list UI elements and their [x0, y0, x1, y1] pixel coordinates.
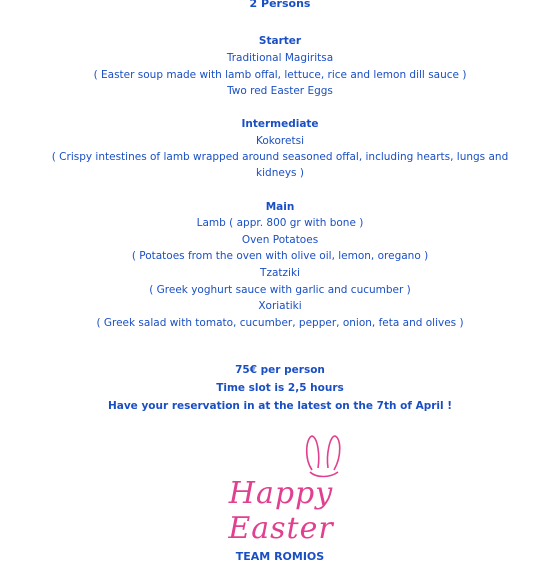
starter-item-magiritsa: Traditional Magiritsa	[226, 52, 334, 64]
main-item-tzatziki-description: ( Greek yoghurt sauce with garlic and cucumber )	[149, 284, 411, 296]
intermediate-heading: Intermediate	[241, 118, 319, 130]
starter-item-magiritsa-description: ( Easter soup made with lamb offal, lettuce, rice and lemon dill sauce )	[93, 69, 467, 81]
intermediate-item-kokoretsi-description-cont: kidneys )	[256, 167, 304, 179]
main-item-xoriatiki: Xoriatiki	[258, 300, 302, 312]
main-item-potatoes-description: ( Potatoes from the oven with olive oil, lemon, oregano )	[131, 250, 429, 262]
time-slot-text: Time slot is 2,5 hours	[216, 382, 344, 394]
main-item-potatoes: Oven Potatoes	[241, 234, 319, 246]
intermediate-item-kokoretsi-description: ( Crispy intestines of lamb wrapped around seasoned offal, including hearts, lungs and	[51, 151, 509, 163]
intermediate-item-kokoretsi: Kokoretsi	[256, 135, 304, 147]
happy-easter-greeting: Happy Easter	[228, 476, 334, 546]
team-signature: TEAM ROMIOS	[235, 550, 325, 563]
starter-heading: Starter	[258, 35, 302, 47]
starter-item-eggs: Two red Easter Eggs	[227, 85, 333, 97]
reservation-text: Have your reservation in at the latest on the 7th of April !	[107, 400, 453, 412]
persons-heading: 2 Persons	[249, 0, 311, 10]
main-heading: Main	[265, 201, 295, 213]
price-text: 75€ per person	[235, 364, 325, 376]
main-item-tzatziki: Tzatziki	[260, 267, 300, 279]
main-item-lamb: Lamb ( appr. 800 gr with bone )	[196, 217, 364, 229]
main-item-xoriatiki-description: ( Greek salad with tomato, cucumber, pepper, onion, feta and olives )	[96, 317, 464, 329]
